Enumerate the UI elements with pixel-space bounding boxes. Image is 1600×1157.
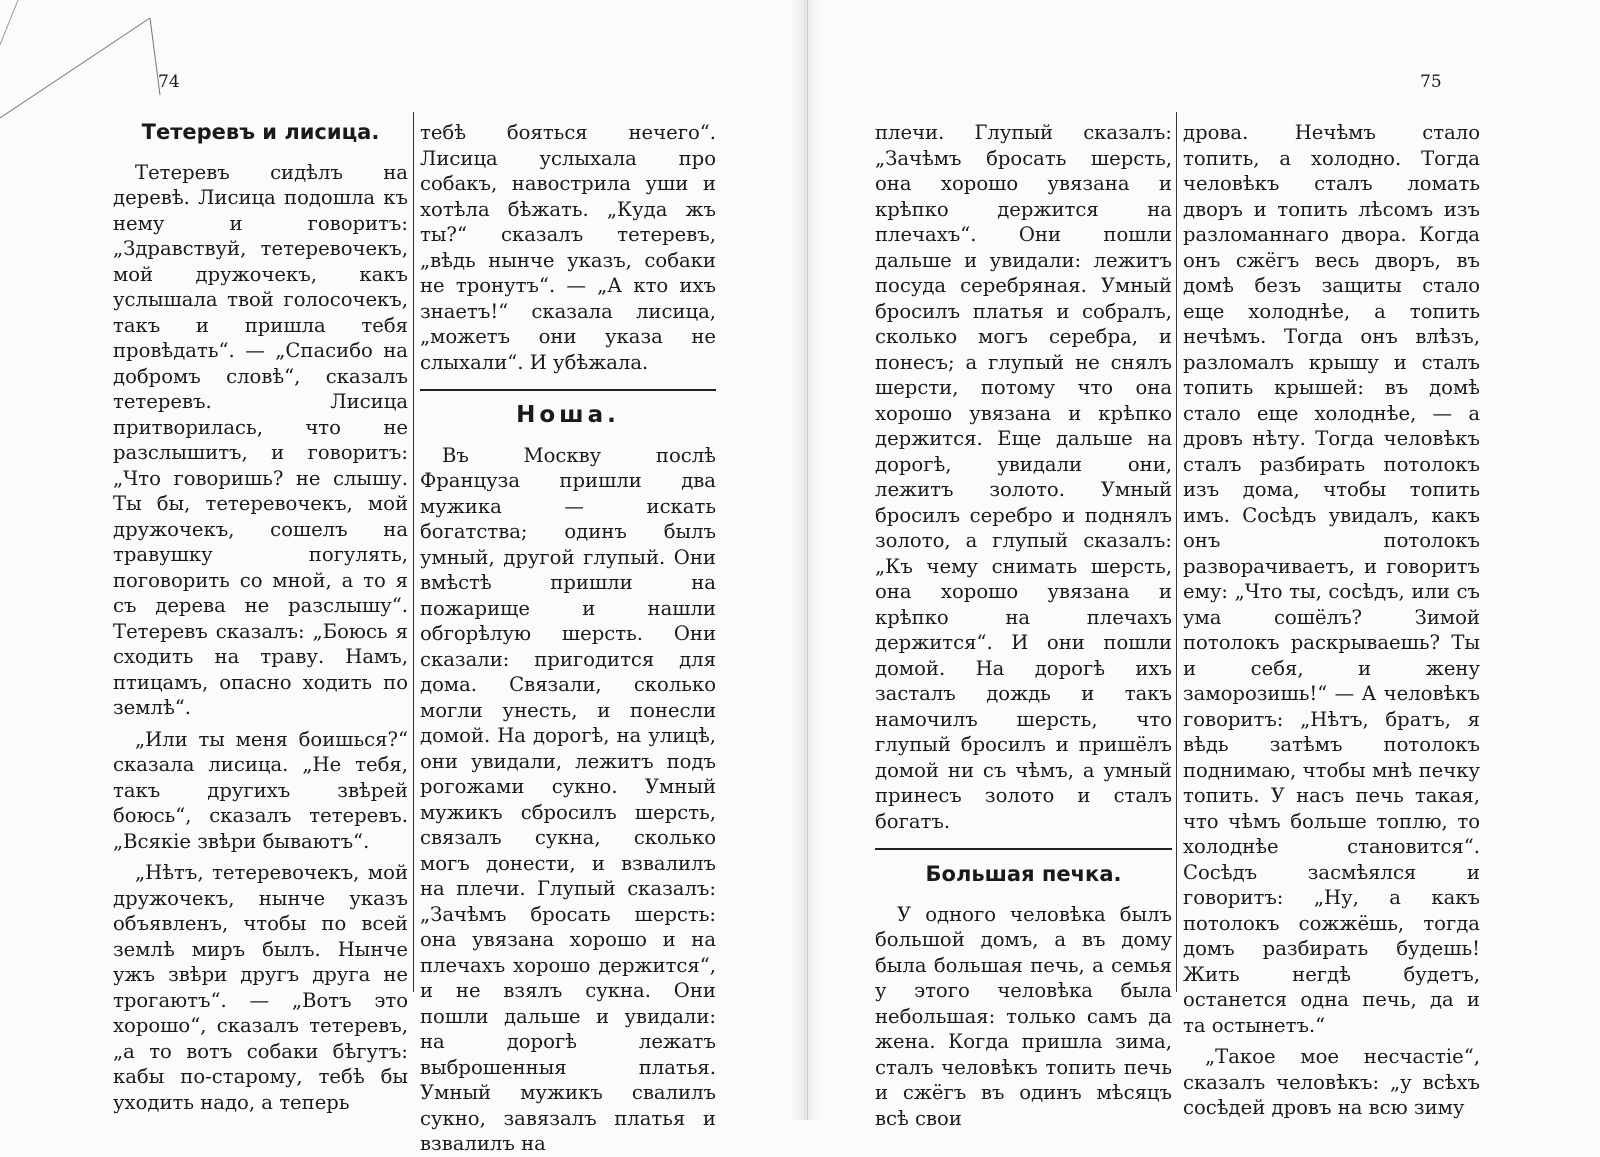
paragraph: Въ Москву послѣ Француза пришли два мужика — искать богатства; одинъ былъ умный, другой глупый. Они вмѣстѣ пришли на пожарище и нашли обгорѣлую шерсть. Они сказали: пригодится для дома. Связали, сколько могли унесть, и понесли домой. На дорогѣ, на улицѣ, они увидали, лежитъ подъ рогожами сукно. Умный мужикъ сбросилъ шерсть, связалъ сукна, сколько могъ донести, и взвалилъ на плечи. Глупый сказалъ: „Зачѣмъ бросать шерсть: она увязана хорошо и на плечахъ хорошо держится“, и не взялъ сукна. Они пошли дальше и увидали: на дорогѣ лежатъ выброшенныя платья. Умный мужикъ свалилъ сукно, завязалъ платья и взвалилъ на	[420, 443, 716, 1155]
section-rule	[420, 389, 716, 391]
paragraph: „Такое мое несчастіе“, сказалъ человѣкъ: „у всѣхъ сосѣдей дровъ на всю зиму	[1183, 1045, 1480, 1119]
page-number-left: 74	[158, 72, 180, 92]
left-column-1	[113, 120, 408, 1115]
paragraph-continuation: плечи. Глупый сказалъ: „Зачѣмъ бросать шерсть, она хорошо увязана и крѣпко держится на плечахъ“. Они пошли дальше и увидали: лежитъ посуда серебряная. Умный бросилъ платья и собралъ, сколько могъ серебра, и понесъ; а глупый не снялъ шерсти, потому что она хорошо увязана и крѣпко держится. Еще дальше на дорогѣ, увидали они, лежитъ золото. Умный бросилъ серебро и поднялъ золото, а глупый сказалъ: „Къ чему снимать шерсть, она хорошо увязана и крѣпко на плечахъ держится“. И они пошли домой. На дорогѣ ихъ засталъ дождь и такъ намочилъ шерсть, что глупый бросилъ и пришёлъ домой ни съ чѣмъ, а умный принесъ золото и сталъ богатъ.	[875, 121, 1172, 833]
page-number-right: 75	[1420, 72, 1442, 92]
paragraph-continuation: дрова. Нечѣмъ стало топить, а холодно. Тогда человѣкъ сталъ ломать дворъ и топить лѣсомъ изъ разломаннаго двора. Когда онъ сжёгъ весь дворъ, въ домѣ безъ защиты стало еще холоднѣе, а топить нечѣмъ. Тогда онъ влѣзъ, разломалъ крышу и сталъ топить крышей: въ домѣ стало еще холоднѣе, — а дровъ нѣту. Тогда человѣкъ сталъ разбирать потолокъ изъ дома, чтобы топить имъ. Сосѣдъ увидалъ, какъ онъ потолокъ разворачиваетъ, и говоритъ ему: „Что ты, сосѣдъ, или съ ума сошёлъ? Зимой потолокъ раскрываешь? Ты и себя, и жену заморозишь!“ — А человѣкъ говоритъ: „Нѣтъ, братъ, я вѣдь затѣмъ потолокъ поднимаю, чтобы мнѣ печку топить. У насъ печь такая, что чѣмъ больше топлю, то холоднѣе становится“. Сосѣдъ засмѣялся и говоритъ: „Ну, а какъ потолокъ сожжёшь, тогда домъ разбирать будешь! Жить негдѣ будетъ, останется одна печь, да и та остынетъ.“	[1183, 121, 1480, 1037]
paragraph: Тетеревъ сидѣлъ на деревѣ. Лисица подошла къ нему и говоритъ: „Здравствуй, тетеревочекъ, мой дружочекъ, какъ услышала твой голосочекъ, такъ и пришла тебя провѣдать“. — „Спасибо на добромъ словѣ“, сказалъ тетеревъ. Лисица притворилась, что не разслышитъ, и говоритъ: „Что говоришь? не слышу. Ты бы, тетеревочекъ, мой дружочекъ, сошелъ на травушку погулять, поговорить со мной, а то я съ дерева не разслышу“. Тетеревъ сказалъ: „Боюсь я сходить на траву. Намъ, птицамъ, опасно ходить по землѣ“.	[113, 160, 408, 719]
paragraph: „Или ты меня боишься?“ сказала лисица. „Не тебя, такъ другихъ звѣрей боюсь“, сказалъ тетеревъ. „Всякіе звѣри бываютъ“.	[113, 727, 408, 853]
story-title-pechka: Большая печка.	[925, 862, 1122, 886]
column-divider	[1176, 112, 1177, 992]
section-rule	[875, 848, 1172, 850]
story-title-nosha: Ноша.	[516, 402, 620, 428]
column-divider	[413, 112, 414, 992]
left-column-2	[420, 120, 716, 1157]
right-column-2	[1183, 120, 1480, 1121]
paragraph: „Нѣтъ, тетеревочекъ, мой дружочекъ, нынче указъ объявленъ, чтобы по всей землѣ миръ былъ. Нынче ужъ звѣри другъ друга не трогаютъ“. — „Вотъ это хорошо“, сказалъ тетеревъ, „а то вотъ собаки бѣгутъ: кабы по-старому, тебѣ бы уходить надо, а теперь	[113, 861, 408, 1114]
paragraph: У одного человѣка былъ большой домъ, а въ дому была большая печь, а семья у этого человѣка была небольшая: только самъ да жена. Когда пришла зима, сталъ человѣкъ топить печь и сжёгъ въ одинъ мѣсяцъ всѣ свои	[875, 902, 1172, 1130]
story-title-teterev: Тетеревъ и лисица.	[141, 120, 380, 144]
right-page	[805, 0, 1600, 1130]
paragraph-continuation: тебѣ бояться нечего“. Лисица услыхала про собакъ, навострила уши и хотѣла бѣжать. „Куда жъ ты?“ сказалъ тетеревъ, „вѣдь нынче указъ, собаки не тронутъ“. — „А кто ихъ знаетъ!“ сказала лисица, „можетъ они указа не слыхали“. И убѣжала.	[420, 121, 716, 374]
right-column-1	[875, 120, 1172, 1131]
